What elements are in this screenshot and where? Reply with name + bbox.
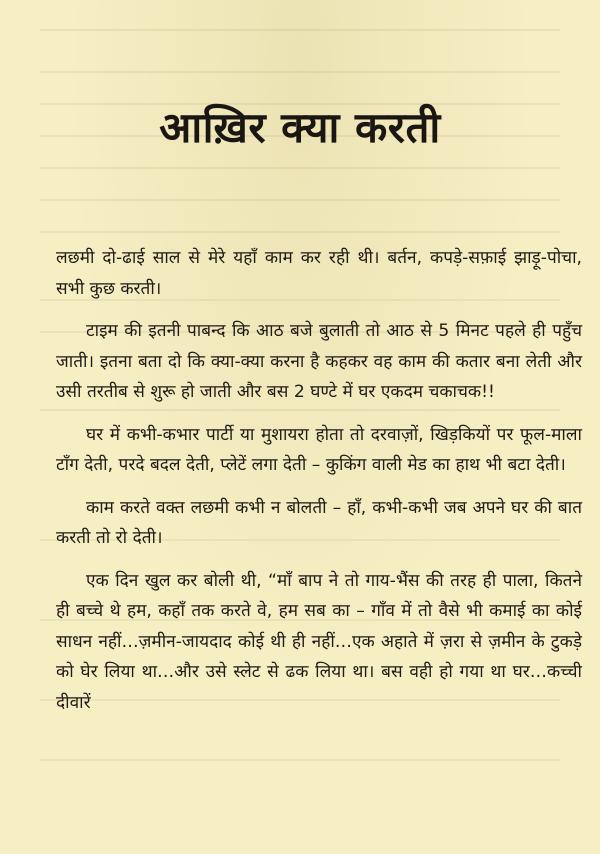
paragraph: काम करते वक्त लछमी कभी न बोलती – हाँ, कभी-कभी जब अपने घर की बात करती तो रो देती। [56, 497, 582, 548]
story-title: आख़िर क्या करती [159, 103, 441, 152]
paragraph: एक दिन खुल कर बोली थी, “माँ बाप ने तो गाय-भैंस की तरह ही पाला, कितने ही बच्चे थे हम, कहाँ तक करते वे, हम सब का – गाँव में तो वैसे भी कमाई का कोई साधन नहीं…ज़मीन-जायदाद कोई थी ही नहीं…एक अहाते में ज़रा से ज़मीन के टुकड़े को घेर लिया था…और उसे स्लेट से ढक लिया था। बस वही हो गया था घर…कच्ची दीवारें [56, 570, 582, 713]
paragraph: लछमी दो-ढाई साल से मेरे यहाँ काम कर रही थी। बर्तन, कपड़े-सफ़ाई झाड़ू-पोचा, सभी कुछ करती। [56, 248, 582, 299]
paragraph: टाइम की इतनी पाबन्द कि आठ बजे बुलाती तो आठ से 5 मिनट पहले ही पहुँच जाती। इतना बता दो कि क्या-क्या करना है कहकर वह काम की कतार बना लेती और उसी तरतीब से शुरू हो जाती और बस 2 घण्टे में घर एकदम चकाचक!! [56, 321, 582, 402]
story-body [56, 243, 582, 730]
paragraph: घर में कभी-कभार पार्टी या मुशायरा होता तो दरवाज़ों, खिड़कियों पर फूल-माला टाँग देती, परदे बदल देती, प्लेटें लगा देती – कुकिंग वाली मेड का हाथ भी बटा देती। [56, 424, 582, 475]
